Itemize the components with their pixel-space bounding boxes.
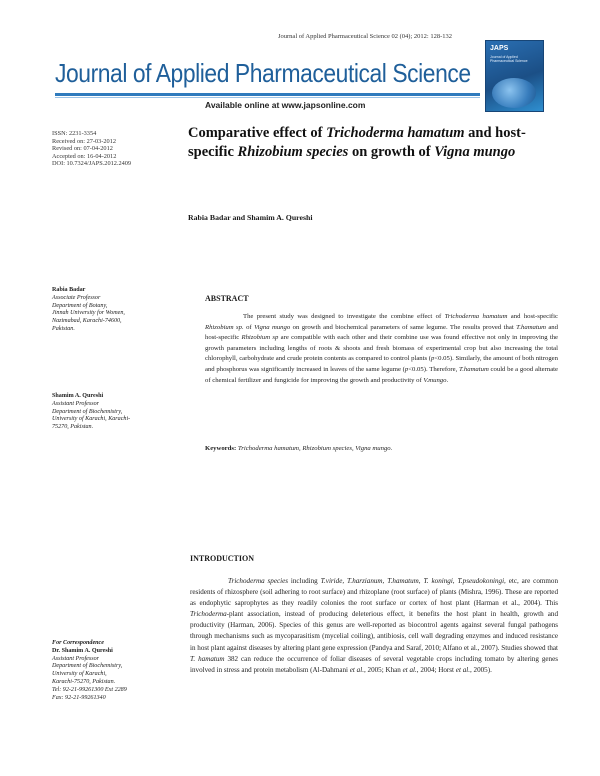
revised-date: Revised on: 07-04-2012 [52, 145, 113, 153]
abstract-text: <0.05). Similarly, the amount of both nitrogen and phosphorus was significantly increased in leaves of the same legume ( [205, 355, 558, 373]
cover-graphic [492, 78, 536, 108]
correspondence-line: Karachi-75270, Pakistan. [52, 678, 116, 685]
abstract-text: are compatible with each other and their combine use was found effective not only in improving the growth parameters including lengths of roots & shoots and fresh biomass of experimental crop but also increasing the total chlorophyll, carbohydrate and crude protein contents as compared to control plants ( [205, 334, 559, 363]
intro-italic: T. hamatum [190, 654, 225, 663]
intro-text: , 2005; Khan [363, 665, 403, 674]
cover-subtitle: Journal of Applied Pharmaceutical Science [490, 55, 528, 63]
affiliation-line: Nazimabad, Karachi-74600, [52, 318, 122, 325]
affiliation-line: 75270, Pakistan. [52, 424, 94, 431]
banner-divider-light [55, 97, 480, 98]
abstract-heading: ABSTRACT [205, 294, 249, 303]
abstract-body [205, 312, 558, 386]
abstract-text: and host-specific [507, 313, 558, 320]
intro-italic: Trichoderma species [228, 577, 289, 585]
issn: ISSN: 2231-3354 [52, 130, 97, 137]
intro-text: , 2004; Horst [416, 665, 456, 674]
title-text: on growth of [348, 144, 435, 160]
intro-italic: Trichoderma [190, 610, 227, 619]
correspondence-tel: Tel: 92-21-99261300 Ext 2289 [52, 686, 127, 693]
affiliation-line: Department of Biochemistry, [52, 408, 123, 415]
abstract-text: . [446, 376, 449, 384]
intro-text: including [288, 577, 321, 585]
abstract-italic: T.hamatum [459, 365, 489, 373]
affiliation-name: Rabia Badar [52, 287, 86, 293]
affiliation-line: Assistant Professor [52, 400, 100, 407]
affiliation-line: Department of Botany, [52, 302, 108, 309]
journal-title: Journal of Applied Pharmaceutical Science [55, 58, 471, 88]
abstract-italic: Trichoderma hamatum [444, 313, 508, 320]
intro-text: 382 can reduce the occurrence of foliar diseases of several vegetable crops including tomato by altering genes involved in stress and protein metabolism (Al-Dahmani [190, 654, 558, 674]
abstract-italic: p [404, 365, 409, 373]
abstract-italic: T.hamatum [516, 323, 546, 331]
title-text: and host-specific [188, 125, 526, 160]
title-italic: Vigna mungo [434, 144, 516, 160]
abstract-text: on growth and biochemical parameters of same legume. The results proved that [290, 323, 517, 331]
keywords [205, 445, 558, 452]
intro-italic: et al. [402, 665, 417, 674]
intro-italic: et al. [455, 665, 470, 674]
abstract-italic: Rhizobium sp. [205, 323, 244, 331]
abstract-text: could be a good alternate of chemical fertilizer and fungicide for improving the growth and productivity of [205, 365, 558, 384]
received-date: Received on: 27-03-2012 [52, 137, 117, 145]
article-title [188, 124, 558, 162]
affiliation-line: University of Karachi, Karachi- [52, 416, 131, 423]
keywords-value: Trichoderma hamatum, Rhizobium species, Vigna mungo. [237, 445, 393, 452]
correspondence-fax: Fax: 92-21-99261340 [52, 694, 106, 701]
affiliation-line: Pakistan. [52, 325, 75, 332]
affiliation-line: Jinnah University for Women, [52, 310, 125, 317]
cover-abbr: JAPS [490, 45, 509, 52]
affiliation-name: Shamim A. Qureshi [52, 393, 104, 399]
intro-italic: T.viride, T.harzianum, T.hamatum, T. koningi, T.pseudokoningi, [320, 577, 506, 585]
title-text: Comparative effect of [188, 125, 327, 141]
abstract-italic: V.mungo [423, 376, 447, 384]
abstract-italic: p [431, 355, 435, 363]
accepted-date: Accepted on: 16-04-2012 [52, 152, 117, 160]
authors: Rabia Badar and Shamim A. Qureshi [188, 213, 313, 222]
title-italic: Trichoderma hamatum [326, 125, 465, 141]
abstract-italic: Vigna mungo [254, 323, 291, 331]
abstract-italic: Rhizobium sp [241, 334, 279, 342]
intro-italic: et al. [349, 665, 364, 674]
correspondence-block [52, 640, 177, 702]
affiliation-2 [52, 393, 177, 432]
affiliation-line: Associate Professor [52, 294, 101, 301]
introduction-heading: INTRODUCTION [190, 554, 255, 563]
title-italic: Rhizobium species [237, 144, 349, 160]
abstract-text: and host-specific [205, 323, 558, 342]
abstract-text: The present study was designed to investigate the combine effect of [243, 313, 445, 320]
abstract-text: <0.05). Therefore, [408, 365, 460, 373]
intro-text: , 2005). [469, 665, 492, 674]
correspondence-line: Assistant Professor [52, 655, 100, 662]
introduction-body [190, 576, 558, 676]
correspondence-heading: For Correspondence [52, 640, 104, 646]
journal-cover-image [485, 40, 544, 112]
doi: DOI: 10.7324/JAPS.2012.2409 [52, 160, 132, 168]
correspondence-name: Dr. Shamim A. Qureshi [52, 647, 113, 654]
available-online-text: Available online at www.japsonline.com [205, 100, 366, 110]
correspondence-line: Department of Biochemistry, [52, 663, 123, 670]
journal-citation: Journal of Applied Pharmaceutical Science 02 (04); 2012: 128-132 [277, 33, 452, 40]
intro-text: -plant association, instead of producing deleterious effect, it benefits the host plant in health, growth and productivity (Harman, 2006). Species of this genus are well-reported as biocontrol agents against several fungal pathogens through mechanisms such as mycoparasitism (mycelial coiling), antibiosis, cell wall degrading enzymes and induced resistance in host plant against diseases by altering plant gene expression (Pandya and Saraf, 2010; Alfano et al., 2007). Studies showed that [190, 610, 559, 652]
affiliation-1 [52, 287, 177, 334]
banner-divider [55, 93, 480, 96]
intro-text: etc, are common residents of rhizosphere (soil adhering to root surface) and rhizoplane (root surface) of plants (Mishra, 1996). These are reported as endophytic saprophytes as they readily colonies the root surface or cortex of host plant (Harman et al., 2004). This [190, 577, 558, 608]
abstract-text: of [243, 323, 255, 331]
keywords-label: Keywords: [205, 445, 237, 452]
article-meta [52, 130, 172, 168]
correspondence-line: University of Karachi, [52, 671, 107, 678]
